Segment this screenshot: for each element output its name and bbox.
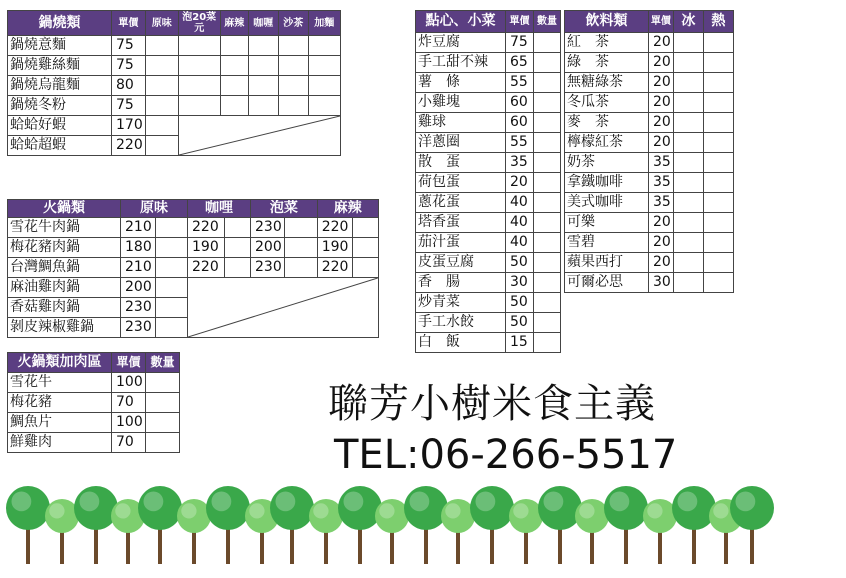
item-name: 雞球 [416,113,506,133]
item-name: 綠 茶 [565,53,649,73]
tree-icon [441,499,475,564]
item-price: 75 [112,96,146,116]
item-name: 麥 茶 [565,113,649,133]
tree-icon [6,486,50,564]
item-name: 檸檬紅茶 [565,133,649,153]
item-name: 手工甜不辣 [416,53,506,73]
column-header: 單價 [112,11,146,36]
item-price: 40 [506,213,534,233]
unavailable-cell [178,116,340,156]
price-original: 230 [121,318,156,338]
item-price: 60 [506,113,534,133]
tree-icon [538,486,582,564]
item-price: 35 [649,193,674,213]
item-name: 蛤蛤好蝦 [8,116,112,136]
guo-shao-table [7,10,341,156]
item-price: 100 [112,373,146,393]
tree-icon [672,486,716,564]
column-header: 數量 [146,353,180,373]
item-name: 荷包蛋 [416,173,506,193]
item-name: 鍋燒冬粉 [8,96,112,116]
item-name: 香 腸 [416,273,506,293]
item-price: 170 [112,116,146,136]
item-price: 50 [506,253,534,273]
tree-icon [177,499,211,564]
tree-icon [375,499,409,564]
item-price: 20 [649,133,674,153]
table-row [565,173,734,193]
item-price: 35 [649,153,674,173]
price-kimchi: 200 [251,238,285,258]
table-row [565,193,734,213]
item-name: 薯 條 [416,73,506,93]
table-row [565,213,734,233]
item-name: 蔥花蛋 [416,193,506,213]
column-header: 原味 [145,11,178,36]
column-header: 單價 [506,11,534,33]
item-price: 15 [506,333,534,353]
price-curry: 190 [188,238,225,258]
item-name: 塔香蛋 [416,213,506,233]
table-row [8,393,180,413]
item-name: 美式咖啡 [565,193,649,213]
table-row [8,258,379,278]
table-header-row [8,11,341,36]
unavailable-cell [188,278,379,338]
shop-name: 聯芳小樹米食主義 [328,381,656,427]
column-header: 泡菜 [251,200,318,218]
table-row [565,233,734,253]
price-kimchi: 230 [251,218,285,238]
item-name: 剝皮辣椒雞鍋 [8,318,121,338]
item-price: 50 [506,313,534,333]
table-row [416,253,561,273]
item-price: 60 [506,93,534,113]
tree-icon [206,486,250,564]
tree-icon [45,499,79,564]
table-row [8,76,341,96]
tree-icon [270,486,314,564]
item-price: 75 [112,36,146,56]
item-name: 無糖綠茶 [565,73,649,93]
price-spicy: 220 [317,258,352,278]
dimsum-table [415,10,561,353]
column-header: 點心、小菜 [416,11,506,33]
column-header: 咖喱 [248,11,278,36]
price-original: 210 [121,218,156,238]
price-curry: 220 [188,258,225,278]
item-name: 蛤蛤超蝦 [8,136,112,156]
table-row [416,93,561,113]
item-name: 雪花牛 [8,373,112,393]
item-name: 炸豆腐 [416,33,506,53]
item-price: 65 [506,53,534,73]
item-name: 鍋燒雞絲麵 [8,56,112,76]
column-header: 麻辣 [317,200,378,218]
table-row [565,113,734,133]
column-header: 熱 [703,11,733,33]
item-name: 散 蛋 [416,153,506,173]
item-price: 20 [649,213,674,233]
item-name: 鍋燒烏龍麵 [8,76,112,96]
column-header: 單價 [112,353,146,373]
item-name: 鍋燒意麵 [8,36,112,56]
item-price: 40 [506,193,534,213]
item-price: 100 [112,413,146,433]
column-header: 火鍋類 [8,200,121,218]
item-price: 55 [506,133,534,153]
item-name: 茄汁蛋 [416,233,506,253]
column-header: 泡20菜元 [178,11,220,36]
table-row [416,73,561,93]
price-original: 200 [121,278,156,298]
item-price: 35 [649,173,674,193]
table-row [565,153,734,173]
table-row [416,133,561,153]
price-original: 180 [121,238,156,258]
tree-icon [509,499,543,564]
item-price: 70 [112,393,146,413]
table-row [8,413,180,433]
item-name: 拿鐵咖啡 [565,173,649,193]
item-price: 35 [506,153,534,173]
column-header: 數量 [534,11,561,33]
table-header-row [8,353,180,373]
item-price: 70 [112,433,146,453]
tree-icon [643,499,677,564]
tree-icon [604,486,648,564]
item-price: 20 [649,233,674,253]
item-price: 20 [649,113,674,133]
item-price: 75 [506,33,534,53]
table-row [416,313,561,333]
price-spicy: 190 [317,238,352,258]
table-row [565,53,734,73]
column-header: 沙茶 [278,11,308,36]
item-name: 紅 茶 [565,33,649,53]
item-name: 梅花豬 [8,393,112,413]
item-price: 20 [649,33,674,53]
table-header-row [416,11,561,33]
table-row [565,273,734,293]
column-header: 單價 [649,11,674,33]
price-original: 230 [121,298,156,318]
table-row [416,293,561,313]
table-row [565,133,734,153]
table-row [8,36,341,56]
column-header: 鍋燒類 [8,11,112,36]
price-kimchi: 230 [251,258,285,278]
column-header: 火鍋類加肉區 [8,353,112,373]
tree-icon [74,486,118,564]
item-price: 220 [112,136,146,156]
item-price: 20 [649,73,674,93]
table-row [8,238,379,258]
column-header: 咖哩 [188,200,251,218]
shop-phone: TEL:06-266-5517 [334,432,678,478]
table-row [8,373,180,393]
table-row [565,93,734,113]
tree-icon [404,486,448,564]
item-price: 55 [506,73,534,93]
item-name: 可樂 [565,213,649,233]
item-name: 鮮雞肉 [8,433,112,453]
price-curry: 220 [188,218,225,238]
item-name: 雪花牛肉鍋 [8,218,121,238]
item-name: 台灣鯛魚鍋 [8,258,121,278]
item-name: 鯛魚片 [8,413,112,433]
table-row [8,56,341,76]
item-price: 40 [506,233,534,253]
column-header: 原味 [121,200,188,218]
item-name: 蘋果西打 [565,253,649,273]
column-header: 麻辣 [220,11,248,36]
table-row [416,333,561,353]
table-header-row [8,200,379,218]
item-name: 炒青菜 [416,293,506,313]
table-row [8,96,341,116]
item-name: 麻油雞肉鍋 [8,278,121,298]
drinks-table [564,10,734,293]
hotpot-table [7,199,379,338]
item-price: 80 [112,76,146,96]
table-row [565,73,734,93]
item-name: 梅花豬肉鍋 [8,238,121,258]
table-row [565,253,734,273]
tree-border-illustration [0,478,846,568]
table-row [8,433,180,453]
item-price: 20 [649,53,674,73]
tree-icon [575,499,609,564]
item-price: 75 [112,56,146,76]
item-price: 20 [649,253,674,273]
item-name: 白 飯 [416,333,506,353]
item-name: 奶茶 [565,153,649,173]
item-name: 雪碧 [565,233,649,253]
item-price: 50 [506,293,534,313]
tree-icon [338,486,382,564]
tree-icon [138,486,182,564]
item-name: 可爾必思 [565,273,649,293]
item-name: 小雞塊 [416,93,506,113]
table-row [416,193,561,213]
column-header: 加麵 [308,11,340,36]
price-original: 210 [121,258,156,278]
table-row [416,273,561,293]
item-name: 香菇雞肉鍋 [8,298,121,318]
table-row [416,233,561,253]
item-name: 洋蔥圈 [416,133,506,153]
item-price: 30 [649,273,674,293]
table-row [416,33,561,53]
table-row [8,278,379,298]
item-name: 冬瓜茶 [565,93,649,113]
item-name: 皮蛋豆腐 [416,253,506,273]
table-header-row [565,11,734,33]
column-header: 冰 [673,11,703,33]
table-row [416,213,561,233]
table-row [8,116,341,136]
table-row [8,218,379,238]
table-row [416,113,561,133]
tree-icon [309,499,343,564]
item-price: 30 [506,273,534,293]
tree-icon [470,486,514,564]
table-row [416,53,561,73]
table-row [416,153,561,173]
table-row [416,173,561,193]
item-name: 手工水餃 [416,313,506,333]
table-row [565,33,734,53]
price-spicy: 220 [317,218,352,238]
item-price: 20 [506,173,534,193]
item-price: 20 [649,93,674,113]
column-header: 飲料類 [565,11,649,33]
hotpot-addon-table [7,352,180,453]
